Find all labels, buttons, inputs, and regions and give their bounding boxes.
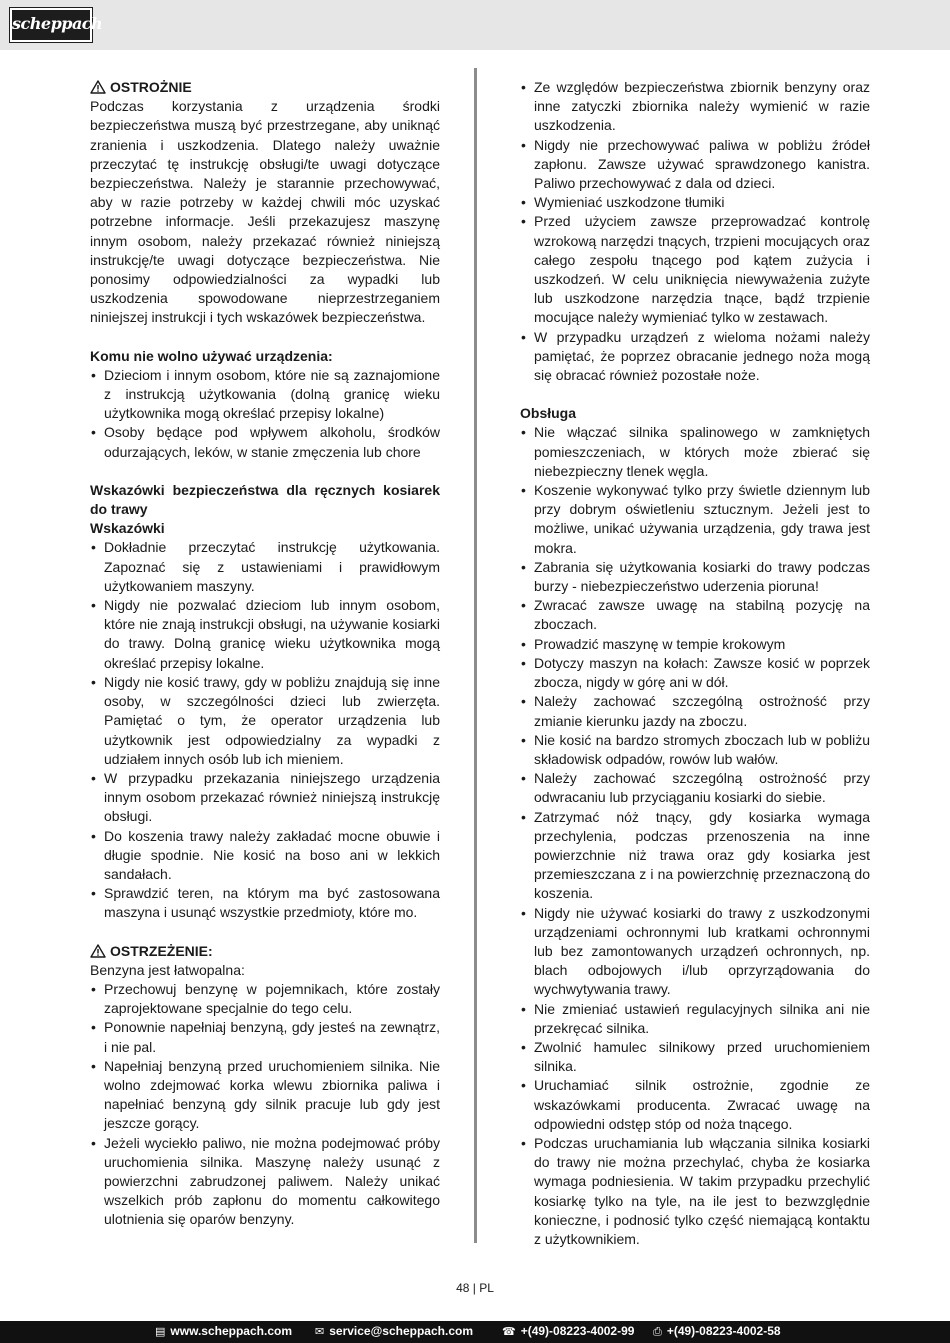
column-divider (474, 68, 477, 1243)
footer-phone[interactable] (502, 1324, 634, 1338)
list-item: • Ze względów bezpieczeństwa zbiornik benzyny oraz inne zatyczki zbiornika należy wymienić w razie uszkodzenia. (520, 78, 870, 136)
operation-list (520, 423, 870, 1249)
operation-heading: Obsługa (520, 405, 577, 422)
list-item: • Prowadzić maszynę w tempie krokowym (520, 635, 870, 654)
list-item: • Zabrania się użytkowania kosiarki do trawy podczas burzy - niebezpieczeństwo uderzenia pioruna! (520, 558, 870, 596)
list-item: • Uruchamiać silnik ostrożnie, zgodnie ze wskazówkami producenta. Zwracać uwagę na odpowiedni odstęp stóp od noża tnącego. (520, 1076, 870, 1134)
right-column (520, 78, 870, 1249)
footer-website[interactable] (155, 1324, 292, 1338)
list-item: • Przechowuj benzynę w pojemnikach, które zostały zaprojektowane specjalnie do tego celu. (90, 980, 440, 1018)
footer-email[interactable] (315, 1324, 473, 1338)
list-item: • Dzieciom i innym osobom, które nie są zaznajomione z instrukcją użytkowania (dolną granicę wieku użytkownika mogą określać przepisy lokalne) (90, 366, 440, 424)
list-item: • Nigdy nie przechowywać paliwa w pobliżu źródeł zapłonu. Zawsze używać sprawdzonego kanistra. Paliwo przechowywać z dala od dzieci. (520, 136, 870, 194)
list-item: • Napełniaj benzyną przed uruchomieniem silnika. Nie wolno zdejmować korka wlewu zbiornika paliwa i napełniać benzyną gdy silnik pracuje lub gdy jest jeszcze gorący. (90, 1057, 440, 1134)
list-item: • Nie kosić na bardzo stromych zboczach lub w pobliżu składowisk odpadów, rowów lub wałów. (520, 731, 870, 769)
hints-heading: Wskazówki (90, 520, 165, 537)
list-item: • Jeżeli wyciekło paliwo, nie można podejmować próby uruchomienia silnika. Maszynę należy usunąć z powierzchni zabrudzonej paliwem. Należy unikać wszelkich prób zapłonu do momentu całkowitego ulotnienia się oparów benzyny. (90, 1134, 440, 1230)
fax-icon: ⎙ (653, 1325, 662, 1338)
warning-intro: Benzyna jest łatwopalna: (90, 961, 245, 978)
phone-icon: ☎ (502, 1325, 516, 1338)
list-item: • Nigdy nie kosić trawy, gdy w pobliżu znajdują się inne osoby, w szczególności dzieci lub zwierzęta. Pamiętać o tym, że operator urządzenia lub użytkownik jest odpowiedzialny za wypadki z udziałem innych osób lub ich mieniem. (90, 673, 440, 769)
fuel-list (520, 78, 870, 385)
warning-triangle-icon (90, 80, 106, 94)
list-item: • Koszenie wykonywać tylko przy świetle dziennym lub przy dobrym oświetleniu sztucznym. Jeżeli jest to możliwe, unikać używania urządzenia, gdy trawa jest mokra. (520, 481, 870, 558)
list-item: • Przed użyciem zawsze przeprowadzać kontrolę wzrokową narzędzi tnących, trzpieni mocujących oraz całego zespołu tnącego pod kątem zużycia i uszkodzeń. W celu uniknięcia niewyważenia zużyte lub uszkodzone narzędzia tnące, bądź trzpienie mocujące należy wymieniać tylko w zestawach. (520, 212, 870, 327)
list-item: • Zwracać zawsze uwagę na stabilną pozycję na zboczach. (520, 596, 870, 634)
page-number: 48 | PL (456, 1281, 494, 1295)
warning-title: OSTRZEŻENIE: (110, 942, 213, 959)
list-item: • Ponownie napełniaj benzyną, gdy jesteś na zewnątrz, i nie pal. (90, 1018, 440, 1056)
warning-triangle-icon (90, 944, 106, 958)
hints-list (90, 538, 440, 922)
footer-bar (0, 1321, 950, 1343)
list-item: • Nigdy nie używać kosiarki do trawy z uszkodzonymi urządzeniami ochronnymi lub kratkami ochronnymi lub bez zamontowanych urządzeń ochronnych, np. blach odbojowych i/lub oprzyrządowania do wychwytywania trawy. (520, 904, 870, 1000)
logo-text: scheppach (12, 14, 103, 33)
list-item: • Nie zmieniać ustawień regulacyjnych silnika ani nie przekręcać silnika. (520, 1000, 870, 1038)
warning-list (90, 980, 440, 1230)
list-item: • W przypadku przekazania niniejszego urządzenia innym osobom przekazać również niniejszą instrukcję obsługi. (90, 769, 440, 827)
safety-heading: Wskazówki bezpieczeństwa dla ręcznych kosiarek do trawy (90, 481, 440, 518)
list-item: • Podczas uruchamiania lub włączania silnika kosiarki do trawy nie można przechylać, chyba że kosiarka wymaga podniesienia. W takim przypadku przechylić kosiarkę tylko na tyle, na ile jest to bezwzględnie konieczne, i podnosić tylko część niemającą kontaktu z użytkownikiem. (520, 1134, 870, 1249)
list-item: • Zatrzymać nóż tnący, gdy kosiarka wymaga przechylenia, podczas przenoszenia na inne powierzchnie niż trawa oraz gdy kosiarka jest przemieszczana z i na powierzchnię przeznaczoną do koszenia. (520, 808, 870, 904)
header-bar (0, 0, 950, 50)
who-list (90, 366, 440, 462)
caution-heading (90, 78, 440, 97)
caution-title: OSTROŻNIE (110, 79, 192, 95)
list-item: • Należy zachować szczególną ostrożność przy zmianie kierunku jazdy na zboczu. (520, 692, 870, 730)
left-column (90, 78, 440, 1230)
list-item: • Do koszenia trawy należy zakładać mocne obuwie i długie spodnie. Nie kosić na boso ani w lekkich sandałach. (90, 827, 440, 885)
list-item: • Należy zachować szczególną ostrożność przy odwracaniu lub przyciąganiu kosiarki do siebie. (520, 769, 870, 807)
list-item: • W przypadku urządzeń z wieloma nożami należy pamiętać, że poprzez obracanie jednego noża mogą się obracać również pozostałe noże. (520, 328, 870, 386)
list-item: • Osoby będące pod wpływem alkoholu, środków odurzających, leków, w stanie zmęczenia lub chore (90, 423, 440, 461)
phone-text: +(49)-08223-4002-99 (520, 1324, 635, 1338)
scheppach-logo (10, 8, 103, 42)
list-item: • Dotyczy maszyn na kołach: Zawsze kosić w poprzek zbocza, nigdy w górę ani w dół. (520, 654, 870, 692)
warning-heading (90, 942, 440, 961)
list-item: • Wymieniać uszkodzone tłumiki (520, 193, 870, 212)
email-text: service@scheppach.com (329, 1324, 473, 1338)
fax-text: +(49)-08223-4002-58 (666, 1324, 781, 1338)
list-item: • Nie włączać silnika spalinowego w zamkniętych pomieszczeniach, w których może zbierać się niebezpieczny tlenek węgla. (520, 423, 870, 481)
who-heading: Komu nie wolno używać urządzenia: (90, 347, 333, 364)
list-item: • Sprawdzić teren, na którym ma być zastosowana maszyna i usunąć wszystkie przedmioty, które mo. (90, 884, 440, 922)
list-item: • Nigdy nie pozwalać dzieciom lub innym osobom, które nie znają instrukcji obsługi, na używanie kosiarki do trawy. Dolną granicę wieku użytkownika mogą określać przepisy lokalne. (90, 596, 440, 673)
computer-icon: ▤ (155, 1325, 166, 1338)
list-item: • Dokładnie przeczytać instrukcję użytkowania. Zapoznać się z ustawieniami i prawidłowym użytkowaniem maszyny. (90, 538, 440, 596)
footer-fax (653, 1324, 781, 1339)
caution-text: Podczas korzystania z urządzenia środki bezpieczeństwa muszą być przestrzegane, aby uniknąć zranienia i uszkodzenia. Dlatego należy uważnie przeczytać tę instrukcję obsługi/te uwagi dotyczące bezpieczeństwa. Należy je starannie przechowywać, aby w razie potrzeby w każdej chwili móc uzyskać potrzebne informacje. Jeśli przekazujesz maszynę innym osobom, należy przekazać również niniejszą instrukcję/te uwagi dotyczące bezpieczeństwa. Nie ponosimy odpowiedzialności za wypadki lub uszkodzenia spowodowane nieprzestrzeganiem niniejszej instrukcji i tych wskazówek bezpieczeństwa. (90, 98, 440, 326)
list-item: • Zwolnić hamulec silnikowy przed uruchomieniem silnika. (520, 1038, 870, 1076)
website-text: www.scheppach.com (170, 1324, 292, 1338)
mail-icon: ✉ (315, 1325, 325, 1338)
